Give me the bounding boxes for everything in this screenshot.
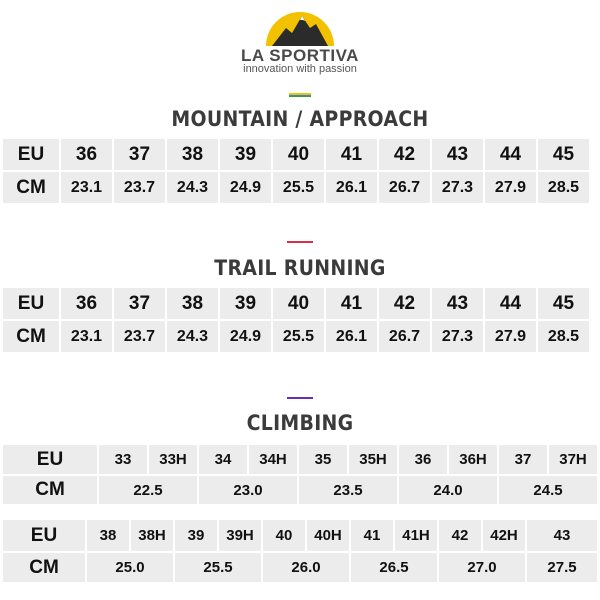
- table-cell: 25.5: [273, 321, 324, 352]
- table-cell: 37: [114, 139, 165, 170]
- table-cell: 24.9: [220, 172, 271, 203]
- table-cell: 25.5: [175, 553, 261, 582]
- climbing-table1-eu-label: EU: [3, 445, 97, 474]
- table-cell: 23.5: [299, 476, 397, 504]
- table-cell: 42: [379, 139, 430, 170]
- table-cell: 33: [99, 445, 147, 474]
- table-cell: 26.7: [379, 321, 430, 352]
- table-cell: 27.9: [485, 172, 536, 203]
- table-cell: 39: [220, 288, 271, 319]
- table-cell: 26.7: [379, 172, 430, 203]
- brand-logo-icon: [262, 8, 338, 48]
- table-cell: 27.0: [439, 553, 525, 582]
- table-cell: 40: [273, 288, 324, 319]
- mountain-eu-row: [3, 139, 597, 170]
- table-cell: 40: [263, 520, 305, 551]
- table-cell: 27.3: [432, 172, 483, 203]
- table-cell: 27.5: [527, 553, 597, 582]
- brand-header: [0, 0, 600, 90]
- table-cell: 24.5: [499, 476, 597, 504]
- mountain-eu-label: EU: [3, 139, 59, 170]
- section-title-trail: TRAIL RUNNING: [214, 256, 386, 280]
- climbing-table2-eu-row: [3, 520, 597, 551]
- table-cell: 25.5: [273, 172, 324, 203]
- table-cell: 35: [299, 445, 347, 474]
- table-cell: 26.5: [351, 553, 437, 582]
- table-cell: 24.3: [167, 172, 218, 203]
- trail-eu-row: [3, 288, 597, 319]
- table-cell: 42H: [483, 520, 525, 551]
- table-cell: 33H: [149, 445, 197, 474]
- table-cell: 26.1: [326, 172, 377, 203]
- climbing-table2-cm-row: [3, 553, 597, 582]
- table-cell: 38: [87, 520, 129, 551]
- table-cell: 45: [538, 288, 589, 319]
- table-cell: 37: [114, 288, 165, 319]
- brand-stripe-green: [289, 96, 311, 97]
- table-cell: 36: [399, 445, 447, 474]
- trail-cm-row: [3, 321, 597, 352]
- table-cell: 39: [175, 520, 217, 551]
- table-cell: 45: [538, 139, 589, 170]
- table-cell: 23.7: [114, 172, 165, 203]
- table-cell: 23.1: [61, 172, 112, 203]
- table-cell: 43: [432, 139, 483, 170]
- section-title-mountain: MOUNTAIN / APPROACH: [171, 107, 429, 131]
- brand-name: LA SPORTIVA: [241, 46, 359, 65]
- table-cell: 34H: [249, 445, 297, 474]
- table-cell: 35H: [349, 445, 397, 474]
- table-cell: 39: [220, 139, 271, 170]
- section-marker-climbing: [287, 397, 313, 399]
- table-cell: 26.0: [263, 553, 349, 582]
- climbing-table1-eu-row: [3, 445, 597, 474]
- table-cell: 28.5: [538, 321, 589, 352]
- table-cell: 27.3: [432, 321, 483, 352]
- table-cell: 44: [485, 139, 536, 170]
- climbing-table1-cm-row: [3, 476, 597, 504]
- table-cell: 38H: [131, 520, 173, 551]
- table-cell: 40H: [307, 520, 349, 551]
- table-cell: 24.0: [399, 476, 497, 504]
- table-cell: 42: [379, 288, 430, 319]
- table-cell: 44: [485, 288, 536, 319]
- table-cell: 27.9: [485, 321, 536, 352]
- table-cell: 26.1: [326, 321, 377, 352]
- table-cell: 37H: [549, 445, 597, 474]
- table-cell: 43: [432, 288, 483, 319]
- table-cell: 43: [527, 520, 597, 551]
- trail-cm-label: CM: [3, 321, 59, 352]
- climbing-table2-cm-label: CM: [3, 553, 85, 582]
- section-title-climbing: CLIMBING: [246, 411, 354, 435]
- table-cell: 22.5: [99, 476, 197, 504]
- table-cell: 23.1: [61, 321, 112, 352]
- table-cell: 28.5: [538, 172, 589, 203]
- trail-eu-label: EU: [3, 288, 59, 319]
- table-cell: 36: [61, 139, 112, 170]
- table-cell: 41H: [395, 520, 437, 551]
- brand-tagline: innovation with passion: [243, 63, 357, 75]
- table-cell: 40: [273, 139, 324, 170]
- table-cell: 24.3: [167, 321, 218, 352]
- table-cell: 23.7: [114, 321, 165, 352]
- table-cell: 25.0: [87, 553, 173, 582]
- table-cell: 36: [61, 288, 112, 319]
- table-cell: 41: [351, 520, 393, 551]
- table-cell: 41: [326, 139, 377, 170]
- table-cell: 41: [326, 288, 377, 319]
- table-cell: 24.9: [220, 321, 271, 352]
- table-cell: 39H: [219, 520, 261, 551]
- table-cell: 23.0: [199, 476, 297, 504]
- mountain-cm-row: [3, 172, 597, 203]
- table-cell: 38: [167, 288, 218, 319]
- climbing-table2-eu-label: EU: [3, 520, 85, 551]
- table-cell: 38: [167, 139, 218, 170]
- table-cell: 37: [499, 445, 547, 474]
- table-cell: 42: [439, 520, 481, 551]
- table-cell: 36H: [449, 445, 497, 474]
- section-marker-trail: [287, 241, 313, 243]
- table-cell: 34: [199, 445, 247, 474]
- climbing-table1-cm-label: CM: [3, 476, 97, 504]
- mountain-cm-label: CM: [3, 172, 59, 203]
